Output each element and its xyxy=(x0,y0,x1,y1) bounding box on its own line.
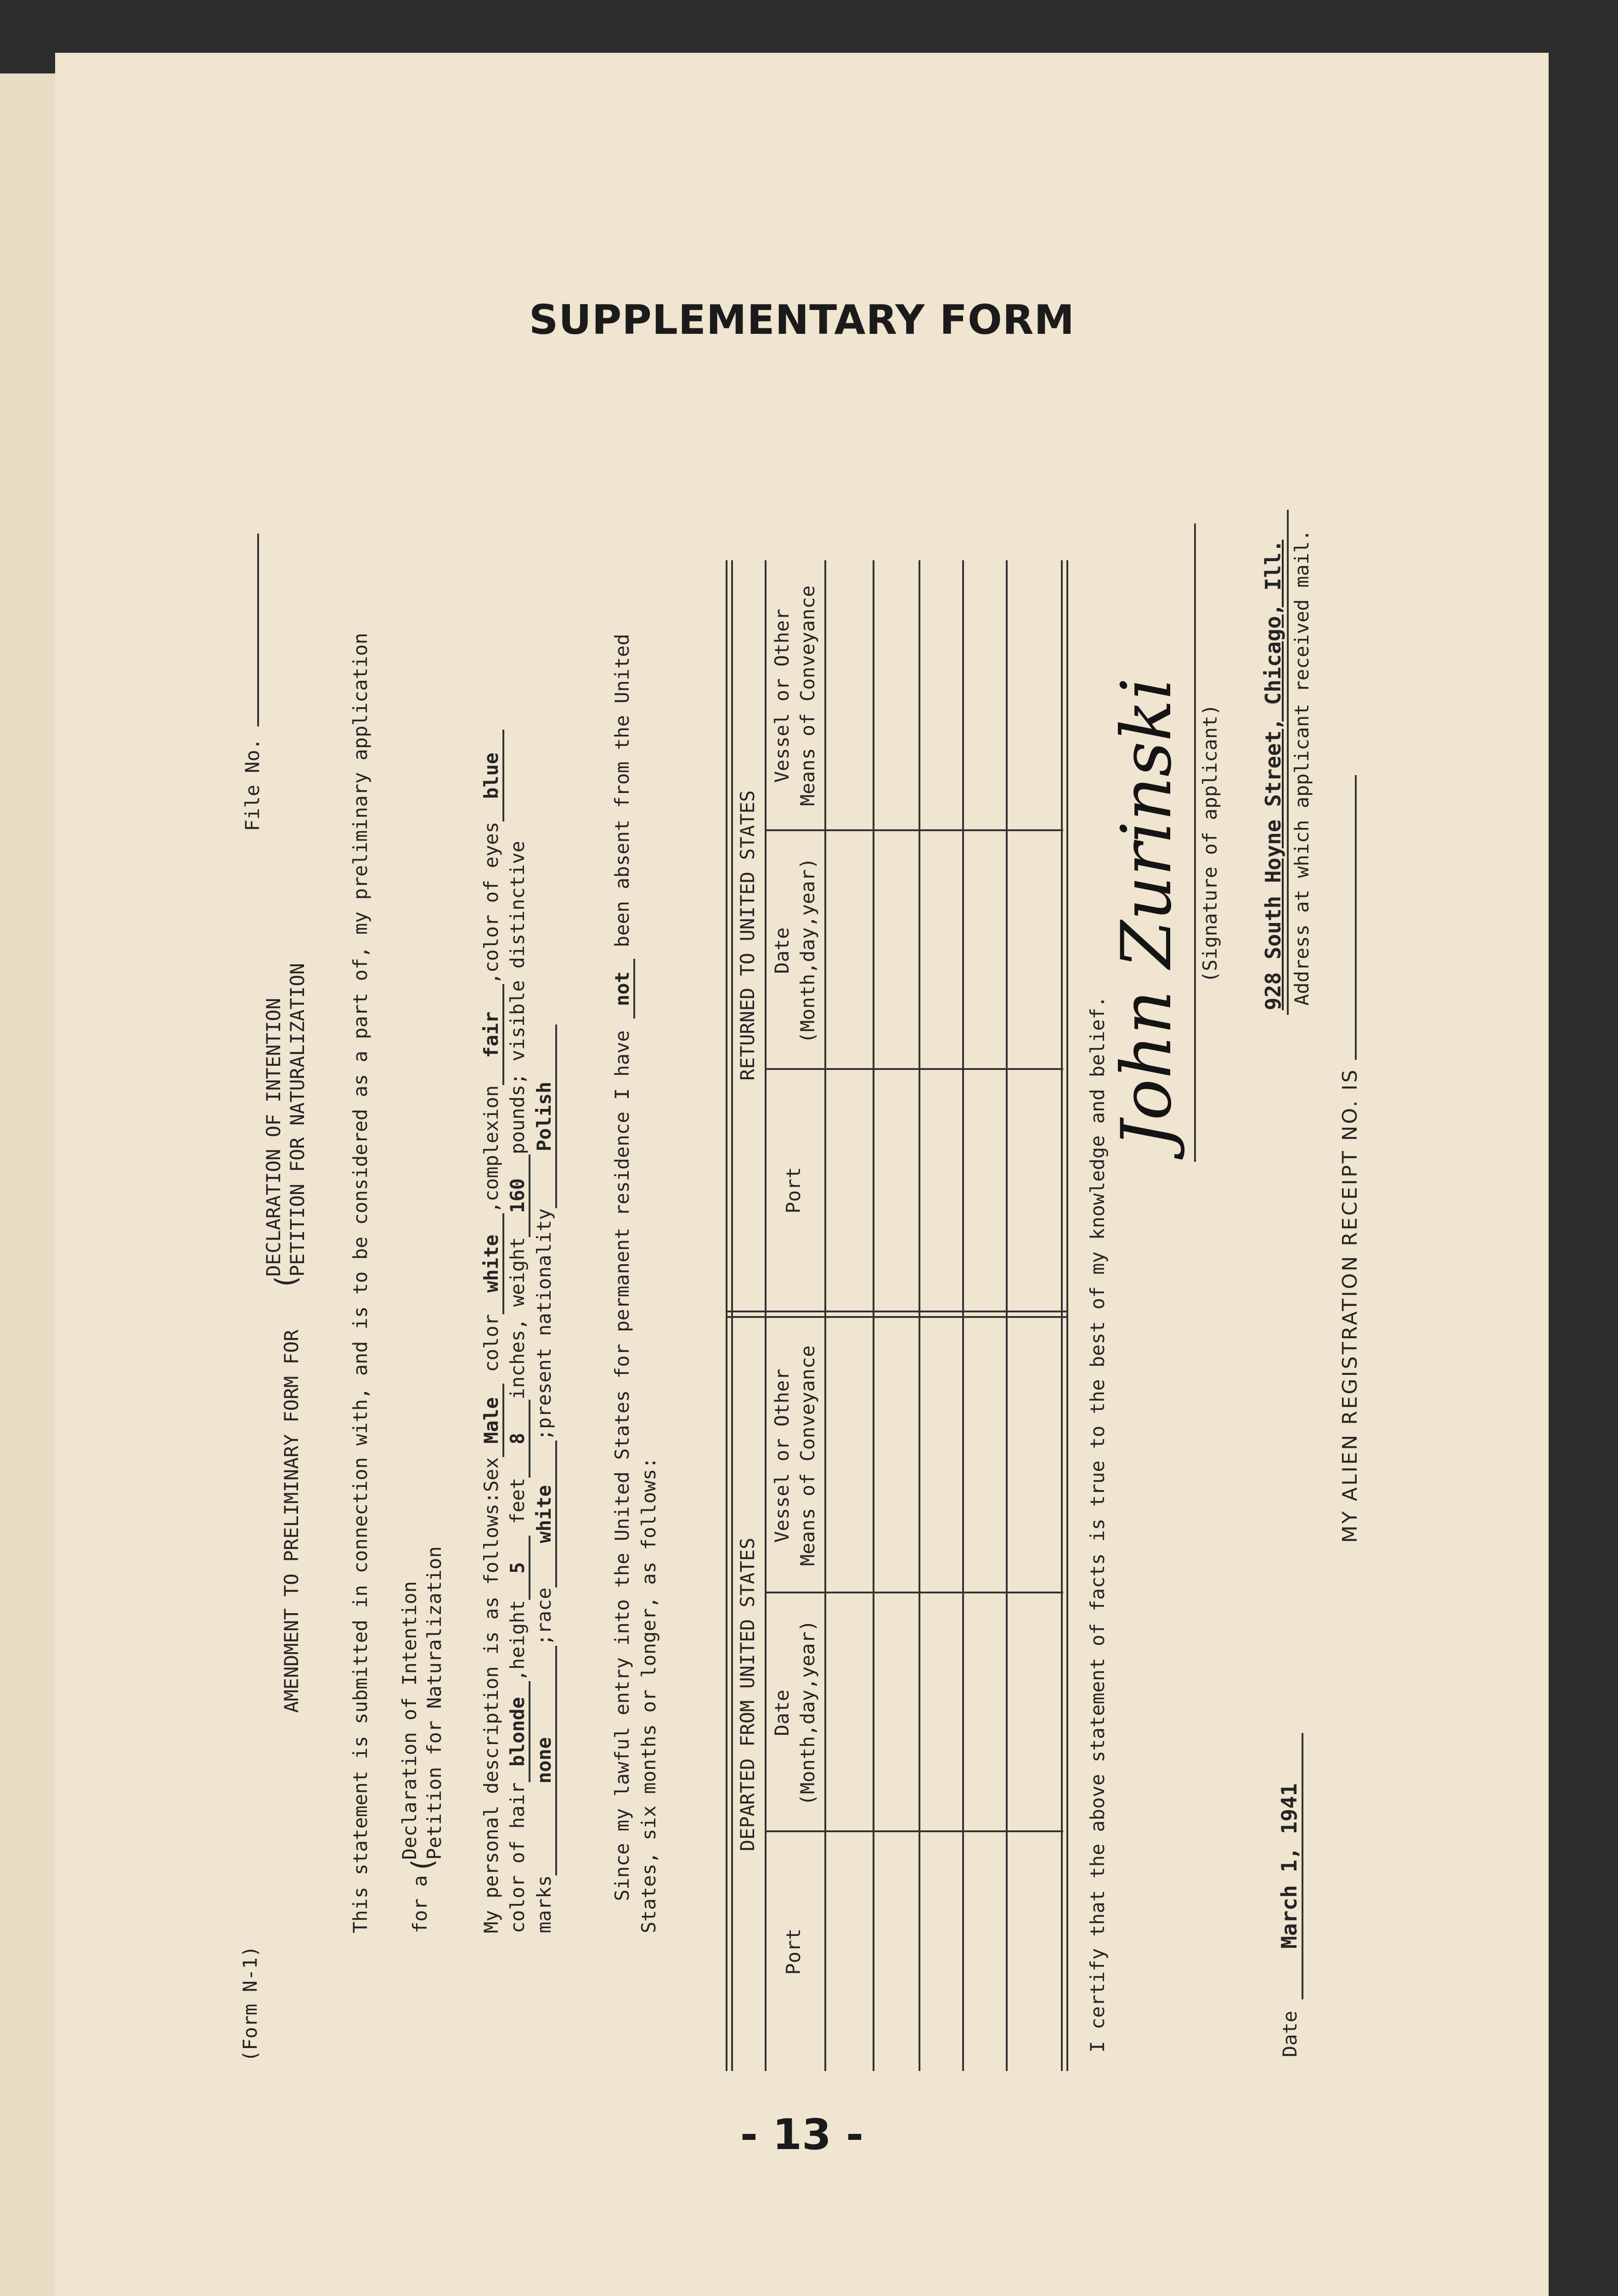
page-number: - 13 - xyxy=(740,2110,864,2159)
description-line-2: color of hairblonde,height5 feet8inches, weight160pounds; visible distinctive xyxy=(506,841,530,1933)
statement-text: This statement is submitted in connection with, and is to be considered as a part of, my preliminary application xyxy=(349,632,372,1933)
applicant-signature: John Zurinski xyxy=(1107,677,1187,1148)
returned-port-header: Port xyxy=(782,1167,805,1214)
address-value: 928 South Hoyne Street, Chicago, Ill. xyxy=(1261,540,1285,1010)
eyes-field[interactable]: blue xyxy=(480,730,504,822)
left-page-edge xyxy=(0,73,58,2296)
description-line-1: My personal description is as follows:SexMale colorwhite,complexionfair,color of eyesblue xyxy=(480,730,504,1933)
height-feet-field[interactable]: 5 xyxy=(506,1536,530,1600)
table-top-line-inner xyxy=(731,560,733,2071)
group-header-line xyxy=(765,560,767,2071)
weight-field[interactable]: 160 xyxy=(506,1154,530,1237)
for-a-label: for a xyxy=(409,1875,431,1933)
absence-line-1: Since my lawful entry into the United States for permanent residence I have not been absent from the United xyxy=(611,634,635,1901)
table-center-divider-inner xyxy=(726,1311,1068,1312)
nationality-field[interactable]: Polish xyxy=(533,1024,557,1208)
receipt-blank[interactable] xyxy=(1336,775,1357,1060)
receipt-field xyxy=(1336,775,1362,1543)
hair-field[interactable]: blonde xyxy=(506,1681,530,1782)
have-not-field[interactable]: not xyxy=(611,959,635,1019)
address-label: Address at which applicant received mail. xyxy=(1291,529,1313,1006)
description-line-3: marksnone;racewhite;present nationalityPolish xyxy=(533,1024,557,1933)
returned-date-header: Date (Month,day,year) xyxy=(771,857,819,1044)
returned-header: RETURNED TO UNITED STATES xyxy=(736,790,759,1081)
for-option-declaration: Declaration of Intention xyxy=(398,1581,421,1860)
address-line xyxy=(1287,510,1289,1015)
sex-field[interactable]: Male xyxy=(480,1384,504,1457)
table-bottom-line-inner xyxy=(1066,560,1068,2071)
marks-field[interactable]: none xyxy=(533,1646,557,1875)
for-option-petition: Petition for Naturalization xyxy=(423,1546,445,1860)
departed-header: DEPARTED FROM UNITED STATES xyxy=(736,1537,759,1851)
height-inches-field[interactable]: 8 xyxy=(506,1400,530,1478)
table-row-line xyxy=(919,560,920,2071)
table-row-line xyxy=(1006,560,1008,2071)
receipt-label: MY ALIEN REGISTRATION RECEIPT NO. IS xyxy=(1338,1068,1362,1543)
file-no-label: File No. xyxy=(241,738,264,831)
for-options xyxy=(397,1546,447,1860)
table-row-line xyxy=(873,560,874,2071)
for-brace: ( xyxy=(406,1856,439,1874)
race-field[interactable]: white xyxy=(533,1441,557,1587)
column-header-line xyxy=(824,560,826,2071)
departed-port-header: Port xyxy=(782,1928,805,1975)
heading-option-petition: PETITION FOR NATURALIZATION xyxy=(286,963,309,1277)
table-bottom-line xyxy=(1061,560,1063,2071)
heading-options xyxy=(262,963,310,1277)
complexion-field[interactable]: fair xyxy=(480,984,504,1085)
heading-option-declaration: DECLARATION OF INTENTION xyxy=(262,998,285,1277)
amendment-heading: AMENDMENT TO PRELIMINARY FORM FOR xyxy=(280,1329,303,1713)
file-no-blank[interactable] xyxy=(239,534,259,726)
certification-text: I certify that the above statement of facts is true to the best of my knowledge and belief. xyxy=(1086,996,1109,2053)
color-field[interactable]: white xyxy=(480,1213,504,1314)
absence-table xyxy=(726,560,1070,2071)
table-top-line xyxy=(726,560,727,2071)
date-value[interactable]: March 1, 1941 xyxy=(1277,1733,1303,1999)
signature-label: (Signature of applicant) xyxy=(1199,704,1221,983)
rotated-form-body xyxy=(225,455,1373,2071)
heading-brace: ( xyxy=(269,1273,303,1290)
form-id: (Form N-1) xyxy=(239,1946,261,2062)
file-no-field xyxy=(239,534,264,831)
table-row-line xyxy=(962,560,964,2071)
date-field xyxy=(1277,1733,1303,2057)
departed-vessel-header: Vessel or Other Means of Conveyance xyxy=(771,1345,819,1566)
absence-line-2: States, six months or longer, as follows: xyxy=(637,1457,660,1933)
departed-date-header: Date (Month,day,year) xyxy=(771,1620,819,1806)
returned-vessel-header: Vessel or Other Means of Conveyance xyxy=(771,585,819,806)
page-title: SUPPLEMENTARY FORM xyxy=(529,296,1075,343)
signature-line xyxy=(1194,523,1196,1162)
date-label: Date xyxy=(1279,2010,1301,2057)
